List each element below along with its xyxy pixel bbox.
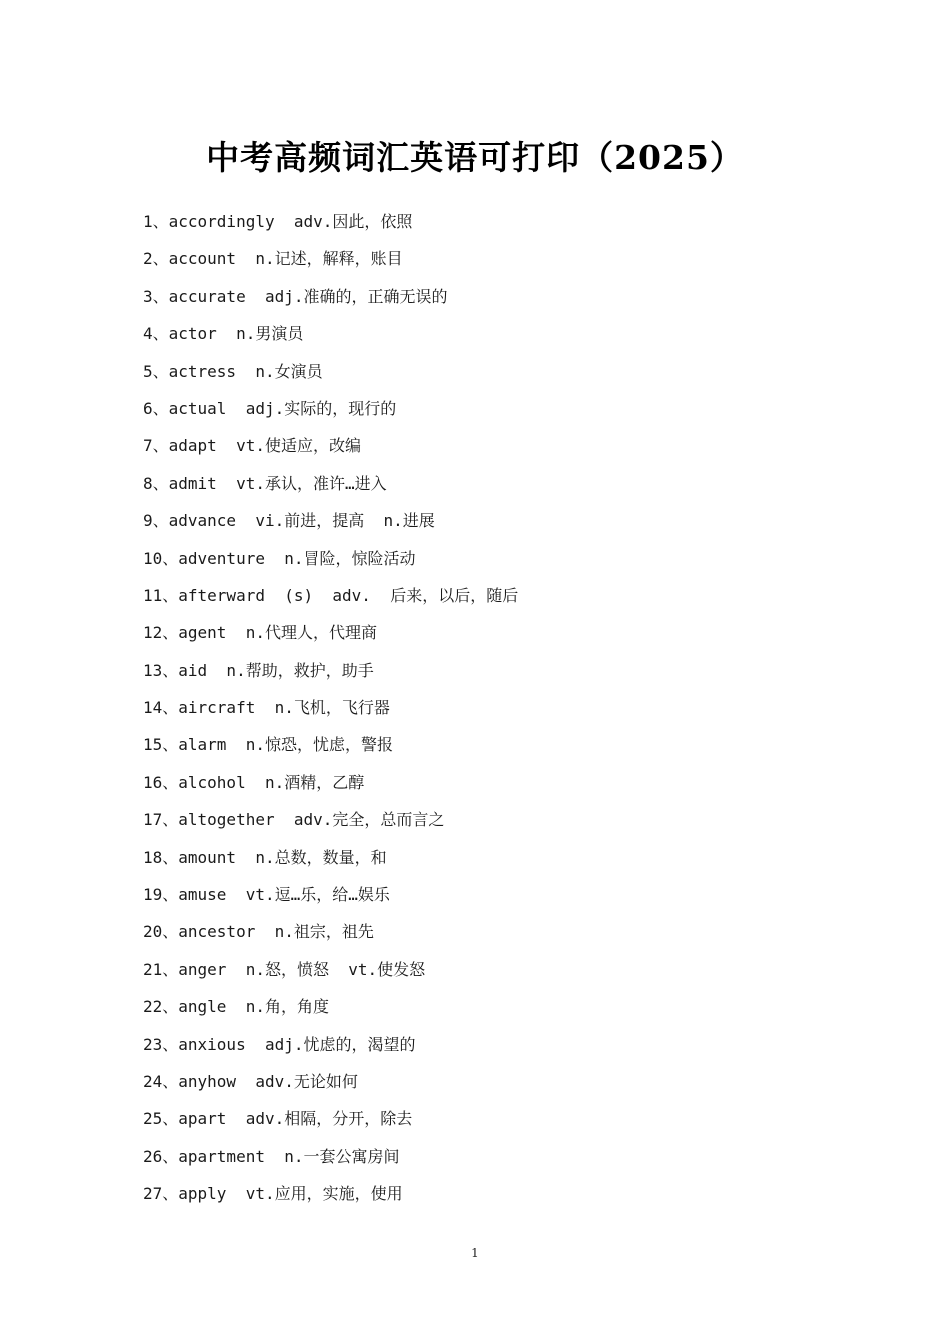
vocab-entry: 19、amuse vt.逗…乐，给…娱乐: [143, 885, 390, 905]
vocab-entry: 11、afterward (s) adv. 后来，以后，随后: [143, 585, 519, 605]
vocab-entry: 1、accordingly adv.因此，依照: [143, 212, 413, 231]
vocab-entry: 3、accurate adj.准确的，正确无误的: [143, 286, 448, 306]
vocab-entry: 9、advance vi.前进，提高 n.进展: [143, 511, 435, 531]
vocab-entry: 8、admit vt.承认，准许…进入: [143, 473, 387, 493]
vocab-entry: 10、adventure n.冒险，惊险活动: [143, 548, 416, 568]
vocab-entry: 15、alarm n.惊恐，忧虑，警报: [143, 735, 393, 755]
vocab-entry: 6、actual adj.实际的，现行的: [143, 398, 397, 418]
vocab-entry: 7、adapt vt.使适应，改编: [143, 436, 361, 456]
page-title: 中考高频词汇英语可打印（2025）: [206, 138, 744, 177]
vocab-entry: 2、account n.记述，解释，账目: [143, 249, 403, 269]
vocab-entry: 14、aircraft n.飞机，飞行器: [143, 698, 390, 718]
vocabulary-list: [143, 208, 843, 1218]
vocab-entry: 27、apply vt.应用，实施，使用: [143, 1184, 403, 1204]
vocab-entry: 21、anger n.怒，愤怒 vt.使发怒: [143, 959, 426, 979]
vocab-entry: 26、apartment n.一套公寓房间: [143, 1146, 400, 1166]
vocab-entry: 25、apart adv.相隔，分开，除去: [143, 1109, 413, 1129]
vocab-entry: 22、angle n.角，角度: [143, 997, 329, 1017]
vocab-entry: 13、aid n.帮助，救护，助手: [143, 660, 374, 680]
vocab-entry: 24、anyhow adv.无论如何: [143, 1071, 358, 1091]
vocab-entry: 4、actor n.男演员: [143, 324, 304, 344]
vocab-entry: 16、alcohol n.酒精，乙醇: [143, 772, 365, 792]
vocab-entry: 23、anxious adj.忧虑的，渴望的: [143, 1034, 416, 1054]
vocab-entry: 17、altogether adv.完全，总而言之: [143, 810, 445, 830]
vocab-entry: 12、agent n.代理人，代理商: [143, 623, 377, 643]
vocab-entry: 18、amount n.总数，数量，和: [143, 847, 387, 867]
page-number: 1: [471, 1246, 479, 1260]
vocab-entry: 5、actress n.女演员: [143, 361, 323, 381]
vocab-entry: 20、ancestor n.祖宗，祖先: [143, 922, 374, 942]
